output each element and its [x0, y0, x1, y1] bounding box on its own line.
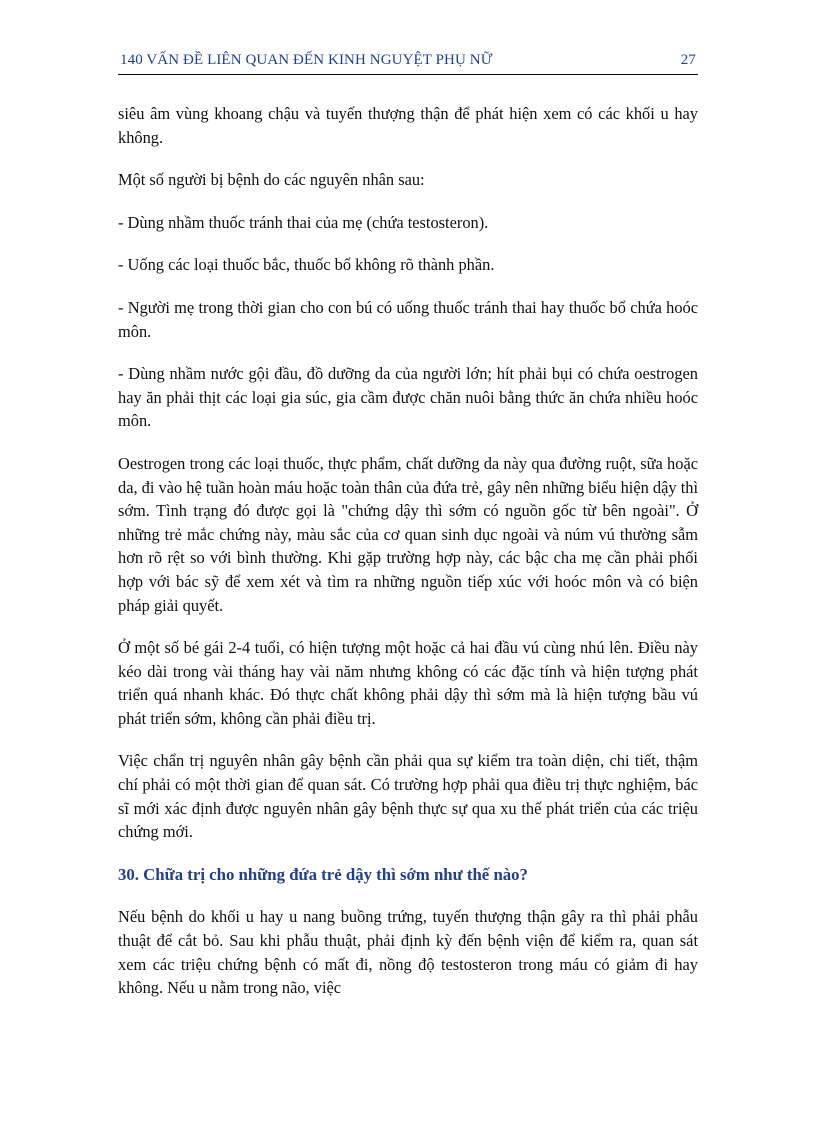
paragraph: Nếu bệnh do khối u hay u nang buồng trứng, tuyến thượng thận gây ra thì phải phẫu thuật để cắt bỏ. Sau khi phẫu thuật, phải định kỳ đến bệnh viện để kiểm ra, quan sát xem các triệu chứng bệnh có mất đi, nồng độ testosteron trong máu có giảm đi hay không. Nếu u nằm trong não, việc: [118, 907, 698, 998]
running-header: [118, 48, 698, 75]
list-item: - Dùng nhầm thuốc tránh thai của mẹ (chứa testosteron).: [118, 212, 489, 232]
paragraph: Ở một số bé gái 2-4 tuổi, có hiện tượng một hoặc cả hai đầu vú cùng nhú lên. Điều này kéo dài trong vài tháng hay vài năm nhưng không có các đặc tính và hiện tượng phát triển quá nhanh khác. Đó thực chất không phải dậy thì sớm mà là hiện tượng bầu vú phát triển sớm, không cần phải điều trị.: [118, 638, 698, 728]
page-number: 27: [680, 52, 696, 68]
paragraph: siêu âm vùng khoang chậu và tuyến thượng thận để phát hiện xem có các khối u hay không.: [118, 104, 698, 147]
page-body: [118, 102, 698, 1019]
book-title: 140 VẤN ĐỀ LIÊN QUAN ĐẾN KINH NGUYỆT PHỤ NỮ: [120, 52, 493, 68]
list-item: - Uống các loại thuốc bắc, thuốc bổ không rõ thành phần.: [118, 255, 495, 275]
list-item: - Dùng nhầm nước gội đầu, đồ dưỡng da của người lớn; hít phải bụi có chứa oestrogen hay ăn phải thịt các loại gia súc, gia cầm được chăn nuôi bằng thức ăn chứa nhiều hoóc môn.: [118, 364, 698, 431]
paragraph: Việc chẩn trị nguyên nhân gây bệnh cần phải qua sự kiểm tra toàn diện, chi tiết, thậm chí phải có một thời gian để quan sát. Có trường hợp phải qua điều trị thực nghiệm, bác sĩ mới xác định được nguyên nhân gây bệnh thực sự qua xu thế phát triển của các triệu chứng mới.: [118, 751, 698, 842]
paragraph: Một số người bị bệnh do các nguyên nhân sau:: [118, 170, 425, 190]
list-item: - Người mẹ trong thời gian cho con bú có uống thuốc tránh thai hay thuốc bổ chứa hoóc môn.: [118, 297, 698, 341]
paragraph: Oestrogen trong các loại thuốc, thực phẩm, chất dưỡng da này qua đường ruột, sữa hoặc da, đi vào hệ tuần hoàn máu hoặc toàn thân của đứa trẻ, gây nên những biểu hiện dậy thì sớm. Tình trạng đó được gọi là "chứng dậy thì sớm có nguồn gốc từ bên ngoài". Ở những trẻ mắc chứng này, màu sắc của cơ quan sinh dục ngoài và núm vú thường sẫm hơn rõ rệt so với bình thường. Khi gặp trường hợp này, các bậc cha mẹ cần phải phối hợp với bác sỹ để xem xét và tìm ra những nguồn tiếp xúc với hoóc môn và có biện pháp giải quyết.: [118, 453, 698, 615]
section-heading: 30. Chữa trị cho những đứa trẻ dậy thì sớm như thế nào?: [118, 864, 528, 884]
